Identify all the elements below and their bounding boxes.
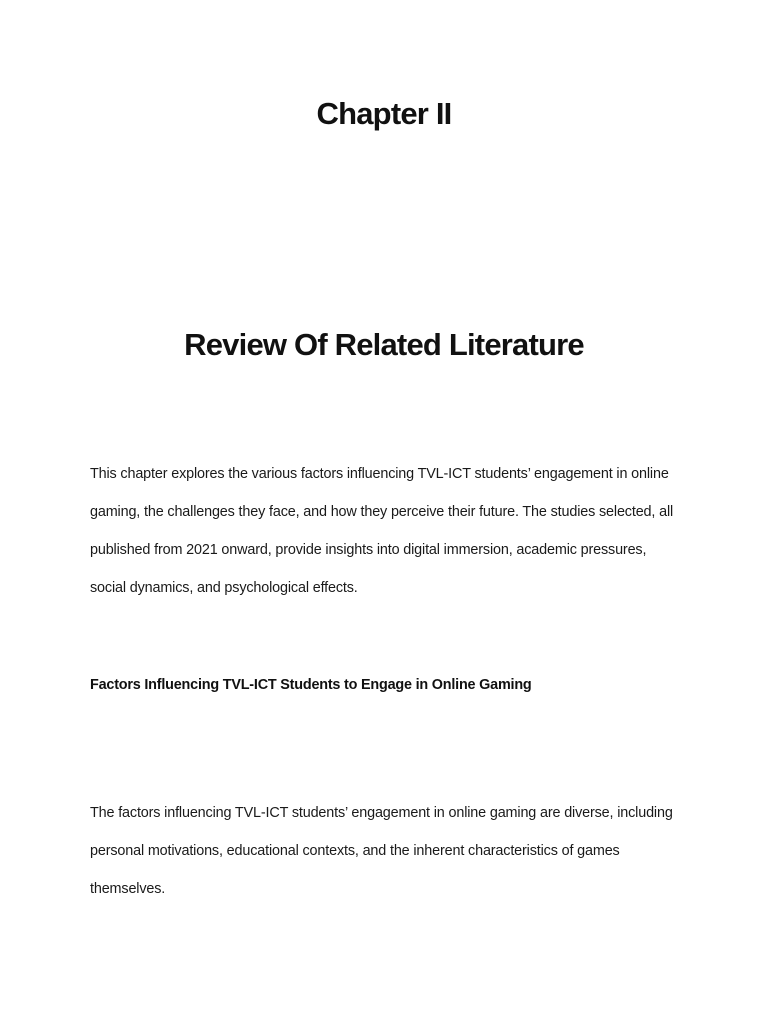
factors-paragraph: The factors influencing TVL-ICT students’ engagement in online gaming are diverse, including personal motivations, educational contexts, and the inherent characteristics of games themselves. — [90, 805, 673, 897]
section-title: Review Of Related Literature — [184, 327, 584, 362]
subheading-factors: Factors Influencing TVL-ICT Students to Engage in Online Gaming — [90, 677, 532, 693]
intro-paragraph: This chapter explores the various factors influencing TVL-ICT students’ engagement in online gaming, the challenges they face, and how they perceive their future. The studies selected, all published from 2021 onward, provide insights into digital immersion, academic pressures, social dynamics, and psychological effects. — [90, 466, 674, 596]
chapter-title: Chapter II — [316, 96, 452, 131]
